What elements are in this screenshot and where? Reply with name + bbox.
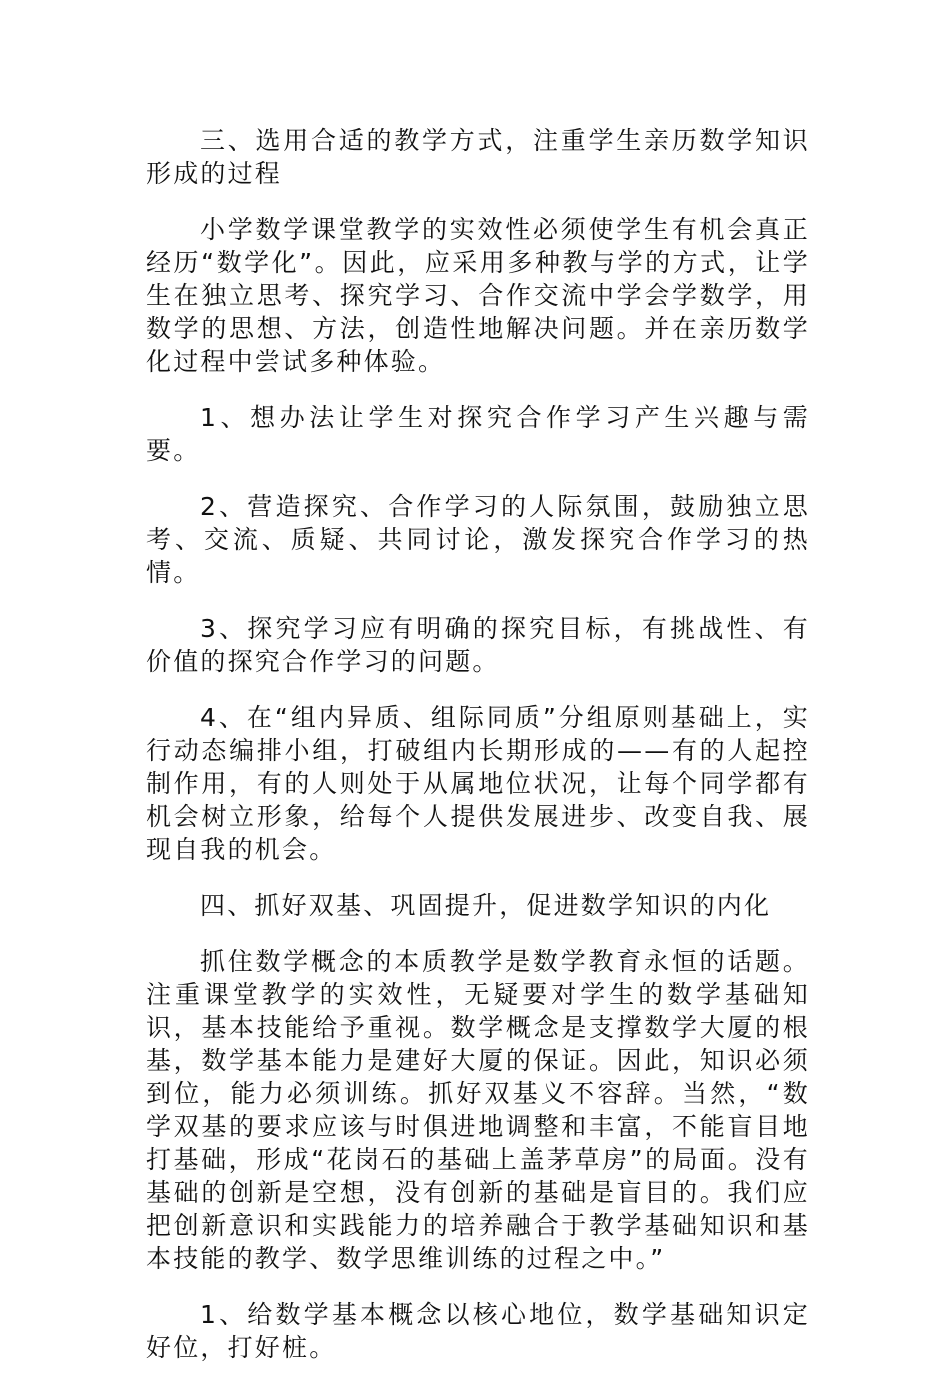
document-body — [146, 124, 810, 1387]
body-paragraph: 抓住数学概念的本质教学是数学教育永恒的话题。注重课堂教学的实效性，无疑要对学生的数学基础知识，基本技能给予重视。数学概念是支撑数学大厦的根基，数学基本能力是建好大厦的保证。因此，知识必须到位，能力必须训练。抓好双基义不容辞。当然，“数学双基的要求应该与时俱进地调整和丰富，不能盲目地打基础，形成“花岗石的基础上盖茅草房”的局面。没有基础的创新是空想，没有创新的基础是盲目的。我们应把创新意识和实践能力的培养融合于教学基础知识和基本技能的教学、数学思维训练的过程之中。” — [146, 947, 810, 1273]
section-heading-four: 四、抓好双基、巩固提升，促进数学知识的内化 — [200, 891, 772, 920]
list-item: 2、营造探究、合作学习的人际氛围，鼓励独立思考、交流、质疑、共同讨论，激发探究合作学习的热情。 — [146, 492, 810, 587]
list-item: 1、想办法让学生对探究合作学习产生兴趣与需要。 — [146, 403, 810, 465]
list-item: 1、给数学基本概念以核心地位，数学基础知识定好位，打好桩。 — [146, 1300, 810, 1362]
list-item: 4、在“组内异质、组际同质”分组原则基础上，实行动态编排小组，打破组内长期形成的——有的人起控制作用，有的人则处于从属地位状况，让每个同学都有机会树立形象，给每个人提供发展进步、改变自我、展现自我的机会。 — [146, 703, 810, 864]
body-paragraph: 小学数学课堂教学的实效性必须使学生有机会真正经历“数学化”。因此，应采用多种教与学的方式，让学生在独立思考、探究学习、合作交流中学会学数学，用数学的思想、方法，创造性地解决问题。并在亲历数学化过程中尝试多种体验。 — [146, 215, 810, 376]
section-heading-three: 三、选用合适的教学方式，注重学生亲历数学知识形成的过程 — [146, 126, 810, 188]
list-item: 3、探究学习应有明确的探究目标，有挑战性、有价值的探究合作学习的问题。 — [146, 614, 810, 676]
